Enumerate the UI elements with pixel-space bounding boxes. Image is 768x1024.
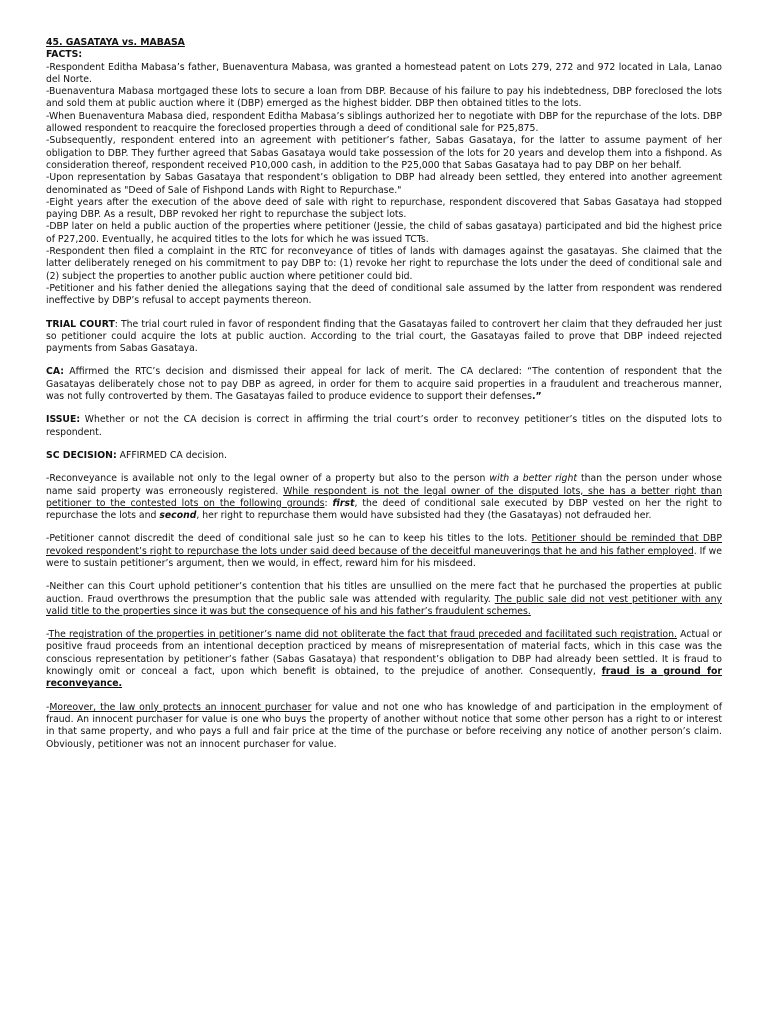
ruling-first-word: first — [332, 497, 355, 509]
ruling-text: than the person under whose name said property was erroneously registered. — [46, 473, 722, 497]
ca-label: CA: — [46, 366, 64, 378]
ruling-text: - — [46, 629, 49, 641]
trial-court-text: : The trial court ruled in favor of respondent finding that the Gasatayas failed to controvert her claim that they defrauded her just so petitioner could acquire the lots at public auction. According to the trial court, the Gasatayas failed to prove that DBP indeed rejected payments from Sabas Gasataya. — [46, 318, 722, 355]
ruling-underlined-text: Petitioner should be reminded that DBP revoked respondent’s right to repurchase the lots under said deed because of the deceitful maneuverings that he and his father employed — [46, 533, 722, 557]
fact-paragraph: -When Buenaventura Mabasa died, respondent Editha Mabasa’s siblings authorized her to negotiate with DBP for the repurchase of the lots. DBP allowed respondent to reacquire the foreclosed properties through a deed of conditional sale for P25,875. — [46, 110, 722, 135]
fact-paragraph: -Subsequently, respondent entered into an agreement with petitioner’s father, Sabas Gasataya, for the latter to assume payment of her obligation to DBP. They further agreed that Sabas Gasataya would take possession of the lots for 20 years and develop them into a fishpond. As consideration thereof, respondent received P10,000 cash, in addition to the P25,000 that Sabas Gasataya had to pay DBP on her behalf. — [46, 135, 722, 171]
ruling-bold-underlined-text: fraud is a ground for reconveyance. — [46, 666, 722, 690]
trial-court-label: TRIAL COURT — [46, 318, 115, 330]
ruling-paragraph-5 — [46, 702, 722, 751]
case-title: 45. GASATAYA vs. MABASA — [46, 37, 185, 48]
ruling-underlined-text: While respondent is not the legal owner of the disputed lots, she has a better right than petitioner to the contested lots on the following grounds — [46, 485, 722, 509]
ruling-underlined-text: Moreover, the law only protects an innocent purchaser — [49, 701, 312, 713]
ca-text: Affirmed the RTC’s decision and dismissed their appeal for lack of merit. The CA declared: “The contention of respondent that the Gasatayas deliberately chose not to pay DBP as agreed, in order for them to acquire said properties in a fraudulent and treacherous manner, was not fully controverted by them. The Gasatayas failed to produce evidence to support their defenses — [46, 366, 722, 403]
sc-decision-text: AFFIRMED CA decision. — [116, 449, 227, 461]
ruling-text: for value and not one who has knowledge of and participation in the employment of fraud. An innocent purchaser for value is one who buys the property of another without notice that some other person has a right to or interest in that same property, and who pays a full and fair price at the time of the purchase or before receiving any notice of another person’s claim. Obviously, petitioner was not an innocent purchaser for value. — [46, 701, 722, 750]
sc-decision-label: SC DECISION: — [46, 449, 117, 461]
issue-label: ISSUE: — [46, 414, 81, 426]
ruling-underlined-text: The registration of the properties in petitioner’s name did not obliterate the fact that fraud preceded and facilitated such registration. — [48, 629, 677, 641]
ruling-text: . If we were to sustain petitioner’s argument, then we would, in effect, reward him for his misdeed. — [46, 545, 722, 569]
facts-heading: FACTS: — [46, 49, 83, 61]
facts-list — [46, 62, 722, 308]
ruling-text: : — [324, 497, 333, 509]
ruling-text: - — [46, 701, 50, 713]
ruling-text: , the deed of conditional sale executed by DBP vested on her the right to repurchase the lots and — [46, 497, 722, 522]
ruling-italic-text: with a better right — [489, 473, 577, 485]
issue-paragraph — [46, 414, 722, 439]
ruling-text: -Reconveyance is available not only to the legal owner of a property but also to the person — [46, 473, 490, 485]
fact-paragraph: -Upon representation by Sabas Gasataya that respondent’s obligation to DBP had already been settled, they entered into another agreement denominated as "Deed of Sale of Fishpond Lands with Right to Repurchase." — [46, 172, 722, 196]
ruling-paragraph-1 — [46, 473, 722, 522]
fact-paragraph: -Respondent Editha Mabasa’s father, Buenaventura Mabasa, was granted a homestead patent on Lots 279, 272 and 972 located in Lala, Lanao del Norte. — [46, 61, 722, 85]
fact-paragraph: -Respondent then filed a complaint in the RTC for reconveyance of titles of lands with damages against the gasatayas. She claimed that the latter deliberately reneged on his commitment to pay DBP to: (1) revoke her right to repurchase the lots under the deed of conditional sale and (2) subject the properties to another public auction where petitioner could bid. — [46, 246, 722, 282]
ruling-text: -Petitioner cannot discredit the deed of conditional sale just so he can to keep his titles to the lots. — [46, 533, 532, 545]
ca-paragraph — [46, 366, 722, 403]
fact-paragraph: -Eight years after the execution of the above deed of sale with right to repurchase, respondent discovered that Sabas Gasataya had stopped paying DBP. As a result, DBP revoked her right to repurchase the subject lots. — [46, 196, 722, 221]
ruling-text: Actual or positive fraud proceeds from an intentional deception practiced by means of misrepresentation of material facts, which in this case was the conscious representation by petitioner’s father (Sabas Gasataya) that respondent’s obligation to DBP had already been settled. It is fraud to knowingly omit or conceal a fact, upon which benefit is obtained, to the prejudice of another. Consequently, — [46, 629, 723, 678]
ruling-underlined-text: The public sale did not vest petitioner with any valid title to the properties since it was but the consequence of his and his father’s fraudulent schemes. — [46, 593, 722, 617]
fact-paragraph: -DBP later on held a public auction of the properties where petitioner (Jessie, the child of sabas gasataya) participated and bid the highest price of P27,200. Eventually, he acquired titles to the lots for which he was issued TCTs. — [46, 221, 722, 245]
trial-court-paragraph — [46, 319, 722, 356]
ruling-paragraph-2 — [46, 533, 722, 570]
ruling-second-word: second — [159, 510, 197, 522]
fact-paragraph: -Petitioner and his father denied the allegations saying that the deed of conditional sale assumed by the latter from respondent was rendered ineffective by DBP’s refusal to accept payments thereon. — [46, 282, 722, 307]
issue-text: Whether or not the CA decision is correct in affirming the trial court’s order to reconvey petitioner’s titles on the disputed lots to respondent. — [46, 414, 722, 438]
sc-decision-paragraph — [46, 450, 722, 462]
ruling-text: , her right to repurchase them would have subsisted had they (the Gasatayas) not defrauded her. — [196, 510, 652, 522]
fact-paragraph: -Buenaventura Mabasa mortgaged these lots to secure a loan from DBP. Because of his failure to pay his indebtedness, DBP foreclosed the lots and sold them at public auction where it (DBP) emerged as the highest bidder. DBP then obtained titles to the lots. — [46, 86, 722, 110]
ca-text-end: .” — [531, 391, 542, 403]
ruling-text: -Neither can this Court uphold petitioner’s contention that his titles are unsullied on the mere fact that he purchased the properties at public auction. Fraud overthrows the presumption that the public sale was attended with regularity. — [46, 581, 722, 605]
ruling-paragraph-4 — [46, 629, 722, 690]
ruling-paragraph-3 — [46, 581, 722, 618]
